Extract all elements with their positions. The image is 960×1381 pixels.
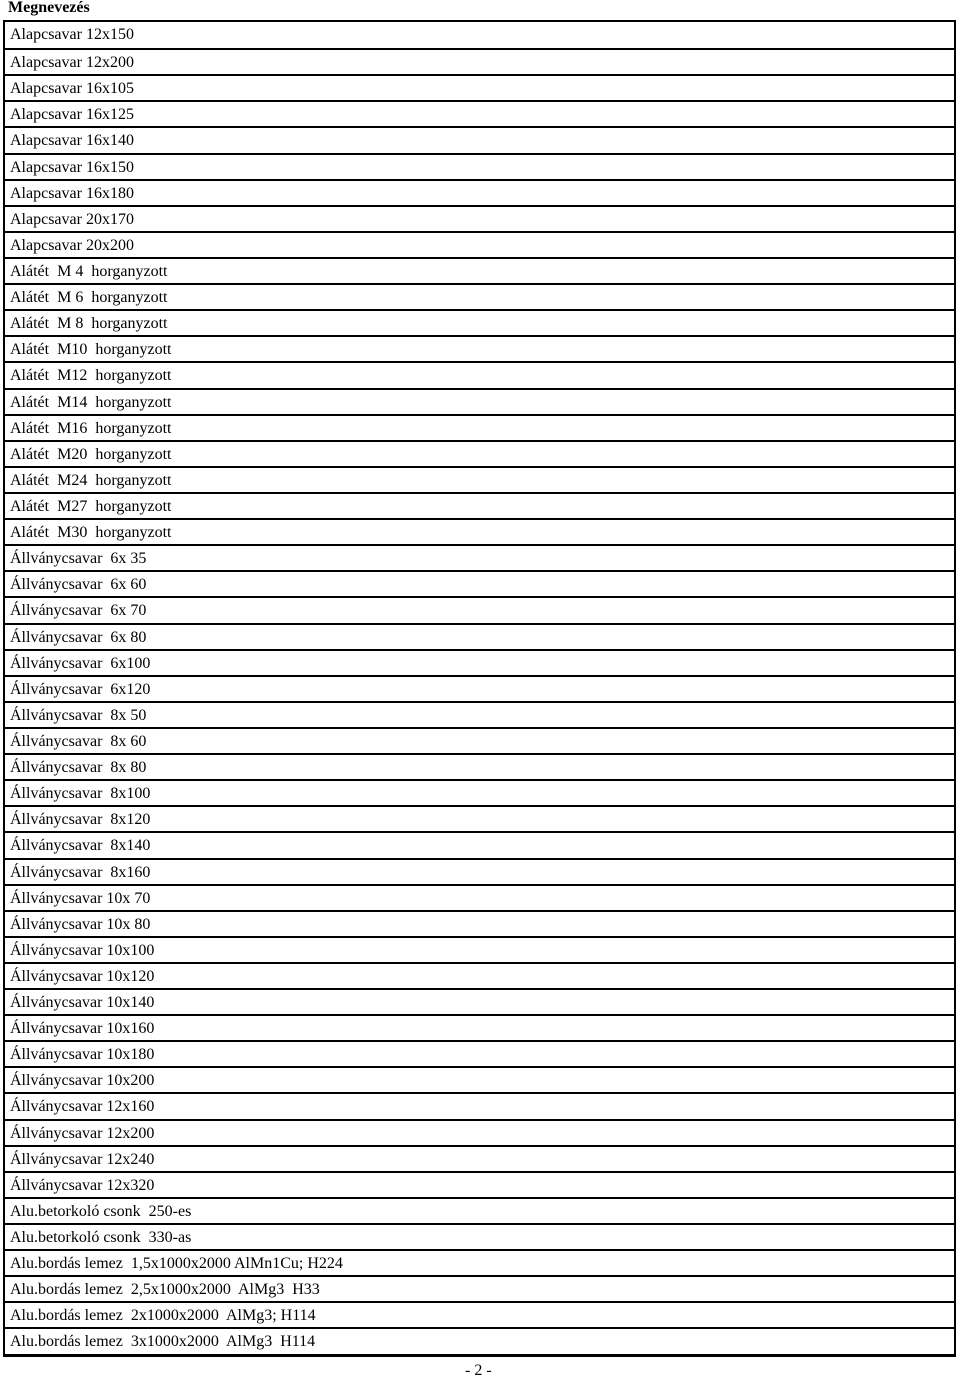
table-row: Állványcsavar 12x200 bbox=[5, 1119, 954, 1145]
table-row: Állványcsavar 10x 80 bbox=[5, 910, 954, 936]
table-row: Alu.bordás lemez 2,5x1000x2000 AlMg3 H33 bbox=[5, 1275, 954, 1301]
table-row: Állványcsavar 6x 60 bbox=[5, 570, 954, 596]
table-row: Állványcsavar 10x140 bbox=[5, 988, 954, 1014]
table-row: Állványcsavar 10x100 bbox=[5, 936, 954, 962]
table-row: Állványcsavar 6x 70 bbox=[5, 596, 954, 622]
table-row: Alátét M 6 horganyzott bbox=[5, 283, 954, 309]
table-row: Állványcsavar 10x180 bbox=[5, 1040, 954, 1066]
table-row: Állványcsavar 12x160 bbox=[5, 1092, 954, 1118]
table-row: Alapcsavar 16x180 bbox=[5, 179, 954, 205]
item-table bbox=[3, 20, 956, 1357]
table-row: Állványcsavar 6x120 bbox=[5, 675, 954, 701]
table-row: Állványcsavar 8x 50 bbox=[5, 701, 954, 727]
table-row: Állványcsavar 6x100 bbox=[5, 649, 954, 675]
table-row: Alu.bordás lemez 1,5x1000x2000 AlMn1Cu; H224 bbox=[5, 1249, 954, 1275]
table-row: Alapcsavar 20x200 bbox=[5, 231, 954, 257]
table-row: Állványcsavar 8x140 bbox=[5, 831, 954, 857]
table-row: Állványcsavar 10x160 bbox=[5, 1014, 954, 1040]
table-row: Alapcsavar 16x150 bbox=[5, 153, 954, 179]
table-row: Alapcsavar 16x140 bbox=[5, 126, 954, 152]
table-row: Állványcsavar 6x 80 bbox=[5, 623, 954, 649]
table-row: Állványcsavar 10x200 bbox=[5, 1066, 954, 1092]
table-row: Állványcsavar 6x 35 bbox=[5, 544, 954, 570]
table-row: Alátét M 8 horganyzott bbox=[5, 309, 954, 335]
table-row: Alapcsavar 20x170 bbox=[5, 205, 954, 231]
table-row: Állványcsavar 8x120 bbox=[5, 805, 954, 831]
table-row: Alapcsavar 12x150 bbox=[10, 26, 134, 43]
table-row: Alátét M24 horganyzott bbox=[5, 466, 954, 492]
table-row: Alátét M10 horganyzott bbox=[5, 335, 954, 361]
table-row: Alapcsavar 12x200 bbox=[5, 48, 954, 74]
page-number: - 2 - bbox=[465, 1362, 492, 1379]
table-row: Alu.bordás lemez 2x1000x2000 AlMg3; H114 bbox=[5, 1301, 954, 1327]
table-row: Alapcsavar 16x125 bbox=[5, 100, 954, 126]
table-row: Alu.betorkoló csonk 250-es bbox=[5, 1197, 954, 1223]
table-row: Alátét M 4 horganyzott bbox=[5, 257, 954, 283]
table-row: Állványcsavar 10x 70 bbox=[5, 884, 954, 910]
table-row: Alu.betorkoló csonk 330-as bbox=[5, 1223, 954, 1249]
table-row: Alu.bordás lemez 3x1000x2000 AlMg3 H114 bbox=[5, 1327, 954, 1353]
table-row: Állványcsavar 8x 80 bbox=[5, 753, 954, 779]
table-row: Állványcsavar 8x160 bbox=[5, 858, 954, 884]
table-row: Alapcsavar 16x105 bbox=[5, 74, 954, 100]
table-row: Alátét M30 horganyzott bbox=[5, 518, 954, 544]
table-row: Állványcsavar 8x100 bbox=[5, 779, 954, 805]
table-row: Alátét M20 horganyzott bbox=[5, 440, 954, 466]
table-row: Alátét M14 horganyzott bbox=[5, 388, 954, 414]
table-row: Állványcsavar 12x320 bbox=[5, 1171, 954, 1197]
table-row: Alátét M27 horganyzott bbox=[5, 492, 954, 518]
table-row: Alátét M16 horganyzott bbox=[5, 414, 954, 440]
table-row: Állványcsavar 12x240 bbox=[5, 1145, 954, 1171]
column-header: Megnevezés bbox=[8, 0, 90, 16]
table-row: Alátét M12 horganyzott bbox=[5, 361, 954, 387]
table-row: Állványcsavar 8x 60 bbox=[5, 727, 954, 753]
table-row: Állványcsavar 10x120 bbox=[5, 962, 954, 988]
